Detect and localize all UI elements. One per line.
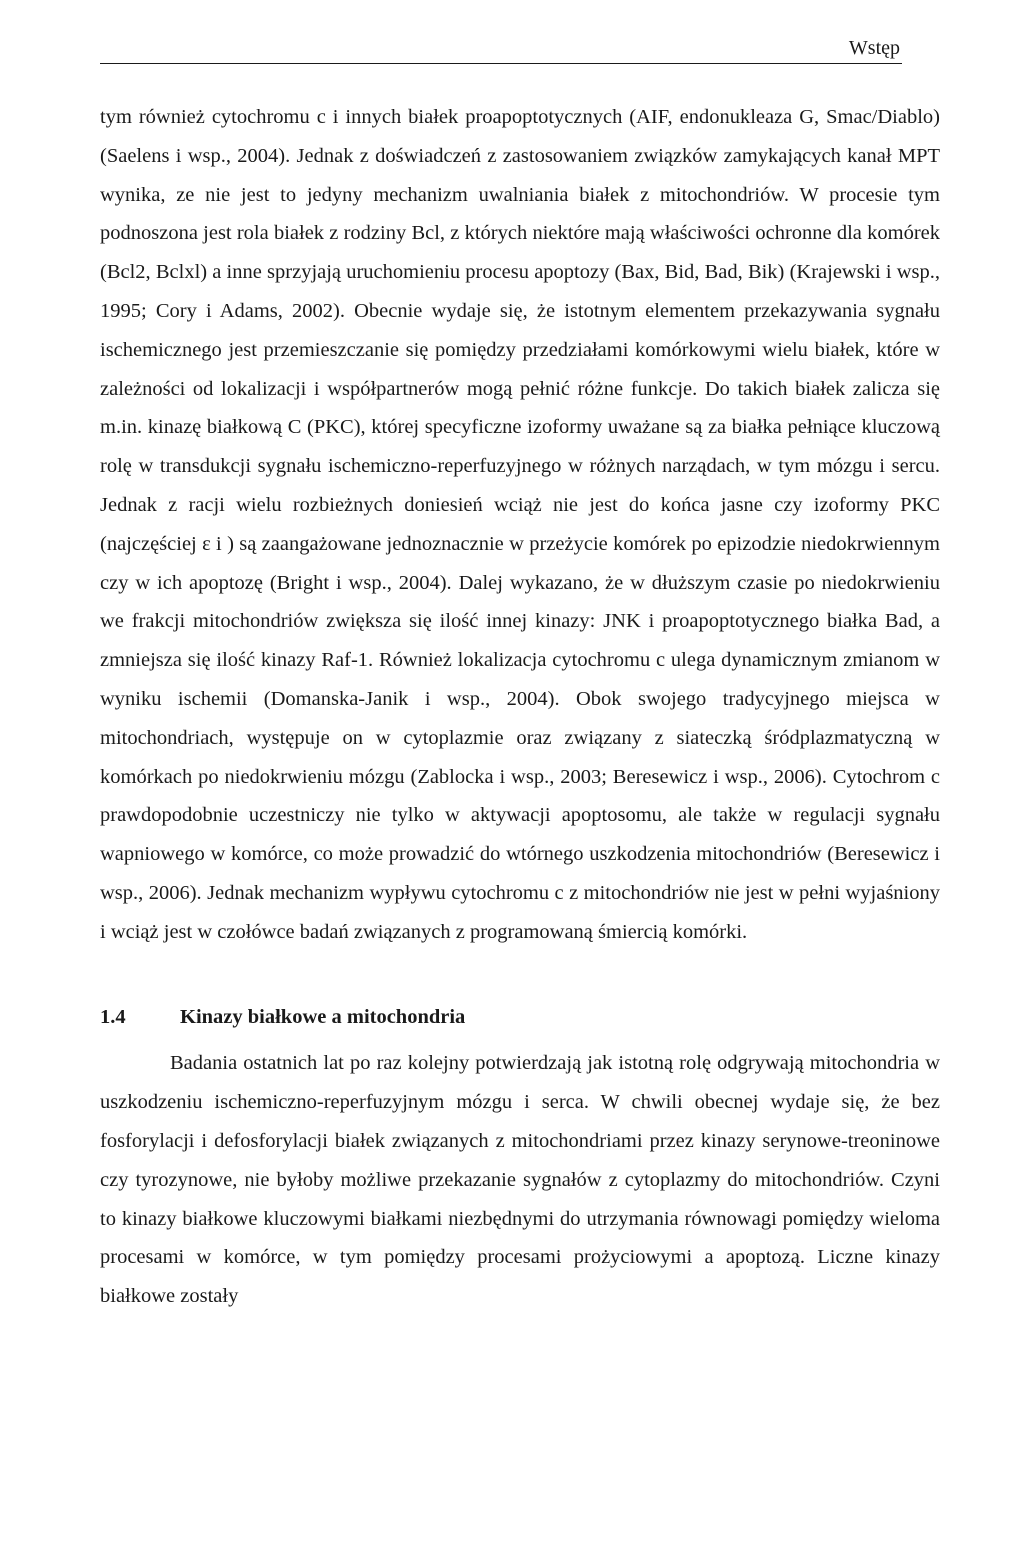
paragraph-body-1: tym również cytochromu c i innych białek proapoptotycznych (AIF, endonukleaza G, Smac/Diablo) (Saelens i wsp., 2004). Jednak z doświadczeń z zastosowaniem związków zamykających kanał MPT wynika, ze nie jest to jedyny mechanizm uwalniania białek z mitochondriów. W procesie tym podnoszona jest rola białek z rodziny Bcl, z których niektóre mają właściwości ochronne dla komórek (Bcl2, Bclxl) a inne sprzyjają uruchomieniu procesu apoptozy (Bax, Bid, Bad, Bik) (Krajewski i wsp., 1995; Cory i Adams, 2002). Obecnie wydaje się, że istotnym elementem przekazywania sygnału ischemicznego jest przemieszczanie się pomiędzy przedziałami komórkowymi wielu białek, które w zależności od lokalizacji i współpartnerów mogą pełnić różne funkcje. Do takich białek zalicza się m.in. kinazę białkową C (PKC), której specyficzne izoformy uważane są za białka pełniące kluczową rolę w transdukcji sygnału ischemiczno-reperfuzyjnego w różnych narządach, w tym mózgu i sercu. Jednak z racji wielu rozbieżnych doniesień wciąż nie jest do końca jasne czy izoformy PKC (najczęściej ε i ) są zaangażowane jednoznacznie w przeżycie komórek po epizodzie niedokrwiennym czy w ich apoptozę (Bright i wsp., 2004). Dalej wykazano, że w dłuższym czasie po niedokrwieniu we frakcji mitochondriów zwiększa się ilość innej kinazy: JNK i proapoptotycznego białka Bad, a zmniejsza się ilość kinazy Raf-1. Również lokalizacja cytochromu c ulega dynamicznym zmianom w wyniku ischemii (Domanska-Janik i wsp., 2004). Obok swojego tradycyjnego miejsca w mitochondriach, występuje on w cytoplazmie oraz związany z siateczką śródplazmatyczną w komórkach po niedokrwieniu mózgu (Zablocka i wsp., 2003; Beresewicz i wsp., 2006). Cytochrom c prawdopodobnie uczestniczy nie tylko w aktywacji apoptosomu, ale także w regulacji sygnału wapniowego w komórce, co może prowadzić do wtórnego uszkodzenia mitochondriów (Beresewicz i wsp., 2006). Jednak mechanizm wypływu cytochromu c z mitochondriów nie jest w pełni wyjaśniony i wciąż jest w czołówce badań związanych z programowaną śmiercią komórki.: [100, 106, 940, 943]
running-header: Wstęp: [848, 37, 900, 59]
paragraph-body-2: Badania ostatnich lat po raz kolejny potwierdzają jak istotną rolę odgrywają mitochondria w uszkodzeniu ischemiczno-reperfuzyjnym mózgu i serca. W chwili obecnej wydaje się, że bez fosforylacji i defosforylacji białek związanych z mitochondriami przez kinazy serynowe-treoninowe czy tyrozynowe, nie byłoby możliwe przekazanie sygnałów z cytoplazmy do mitochondriów. Czyni to kinazy białkowe kluczowymi białkami niezbędnymi do utrzymania równowagi pomiędzy wieloma procesami w komórce, w tym pomiędzy procesami prożyciowymi a apoptozą. Liczne kinazy białkowe zostały: [100, 1052, 940, 1308]
section-title: Kinazy białkowe a mitochondria: [180, 1005, 466, 1028]
section-number: 1.4: [100, 1005, 126, 1028]
section-heading: [100, 998, 940, 1037]
page-body: [100, 98, 940, 1316]
header-rule: [100, 63, 902, 64]
